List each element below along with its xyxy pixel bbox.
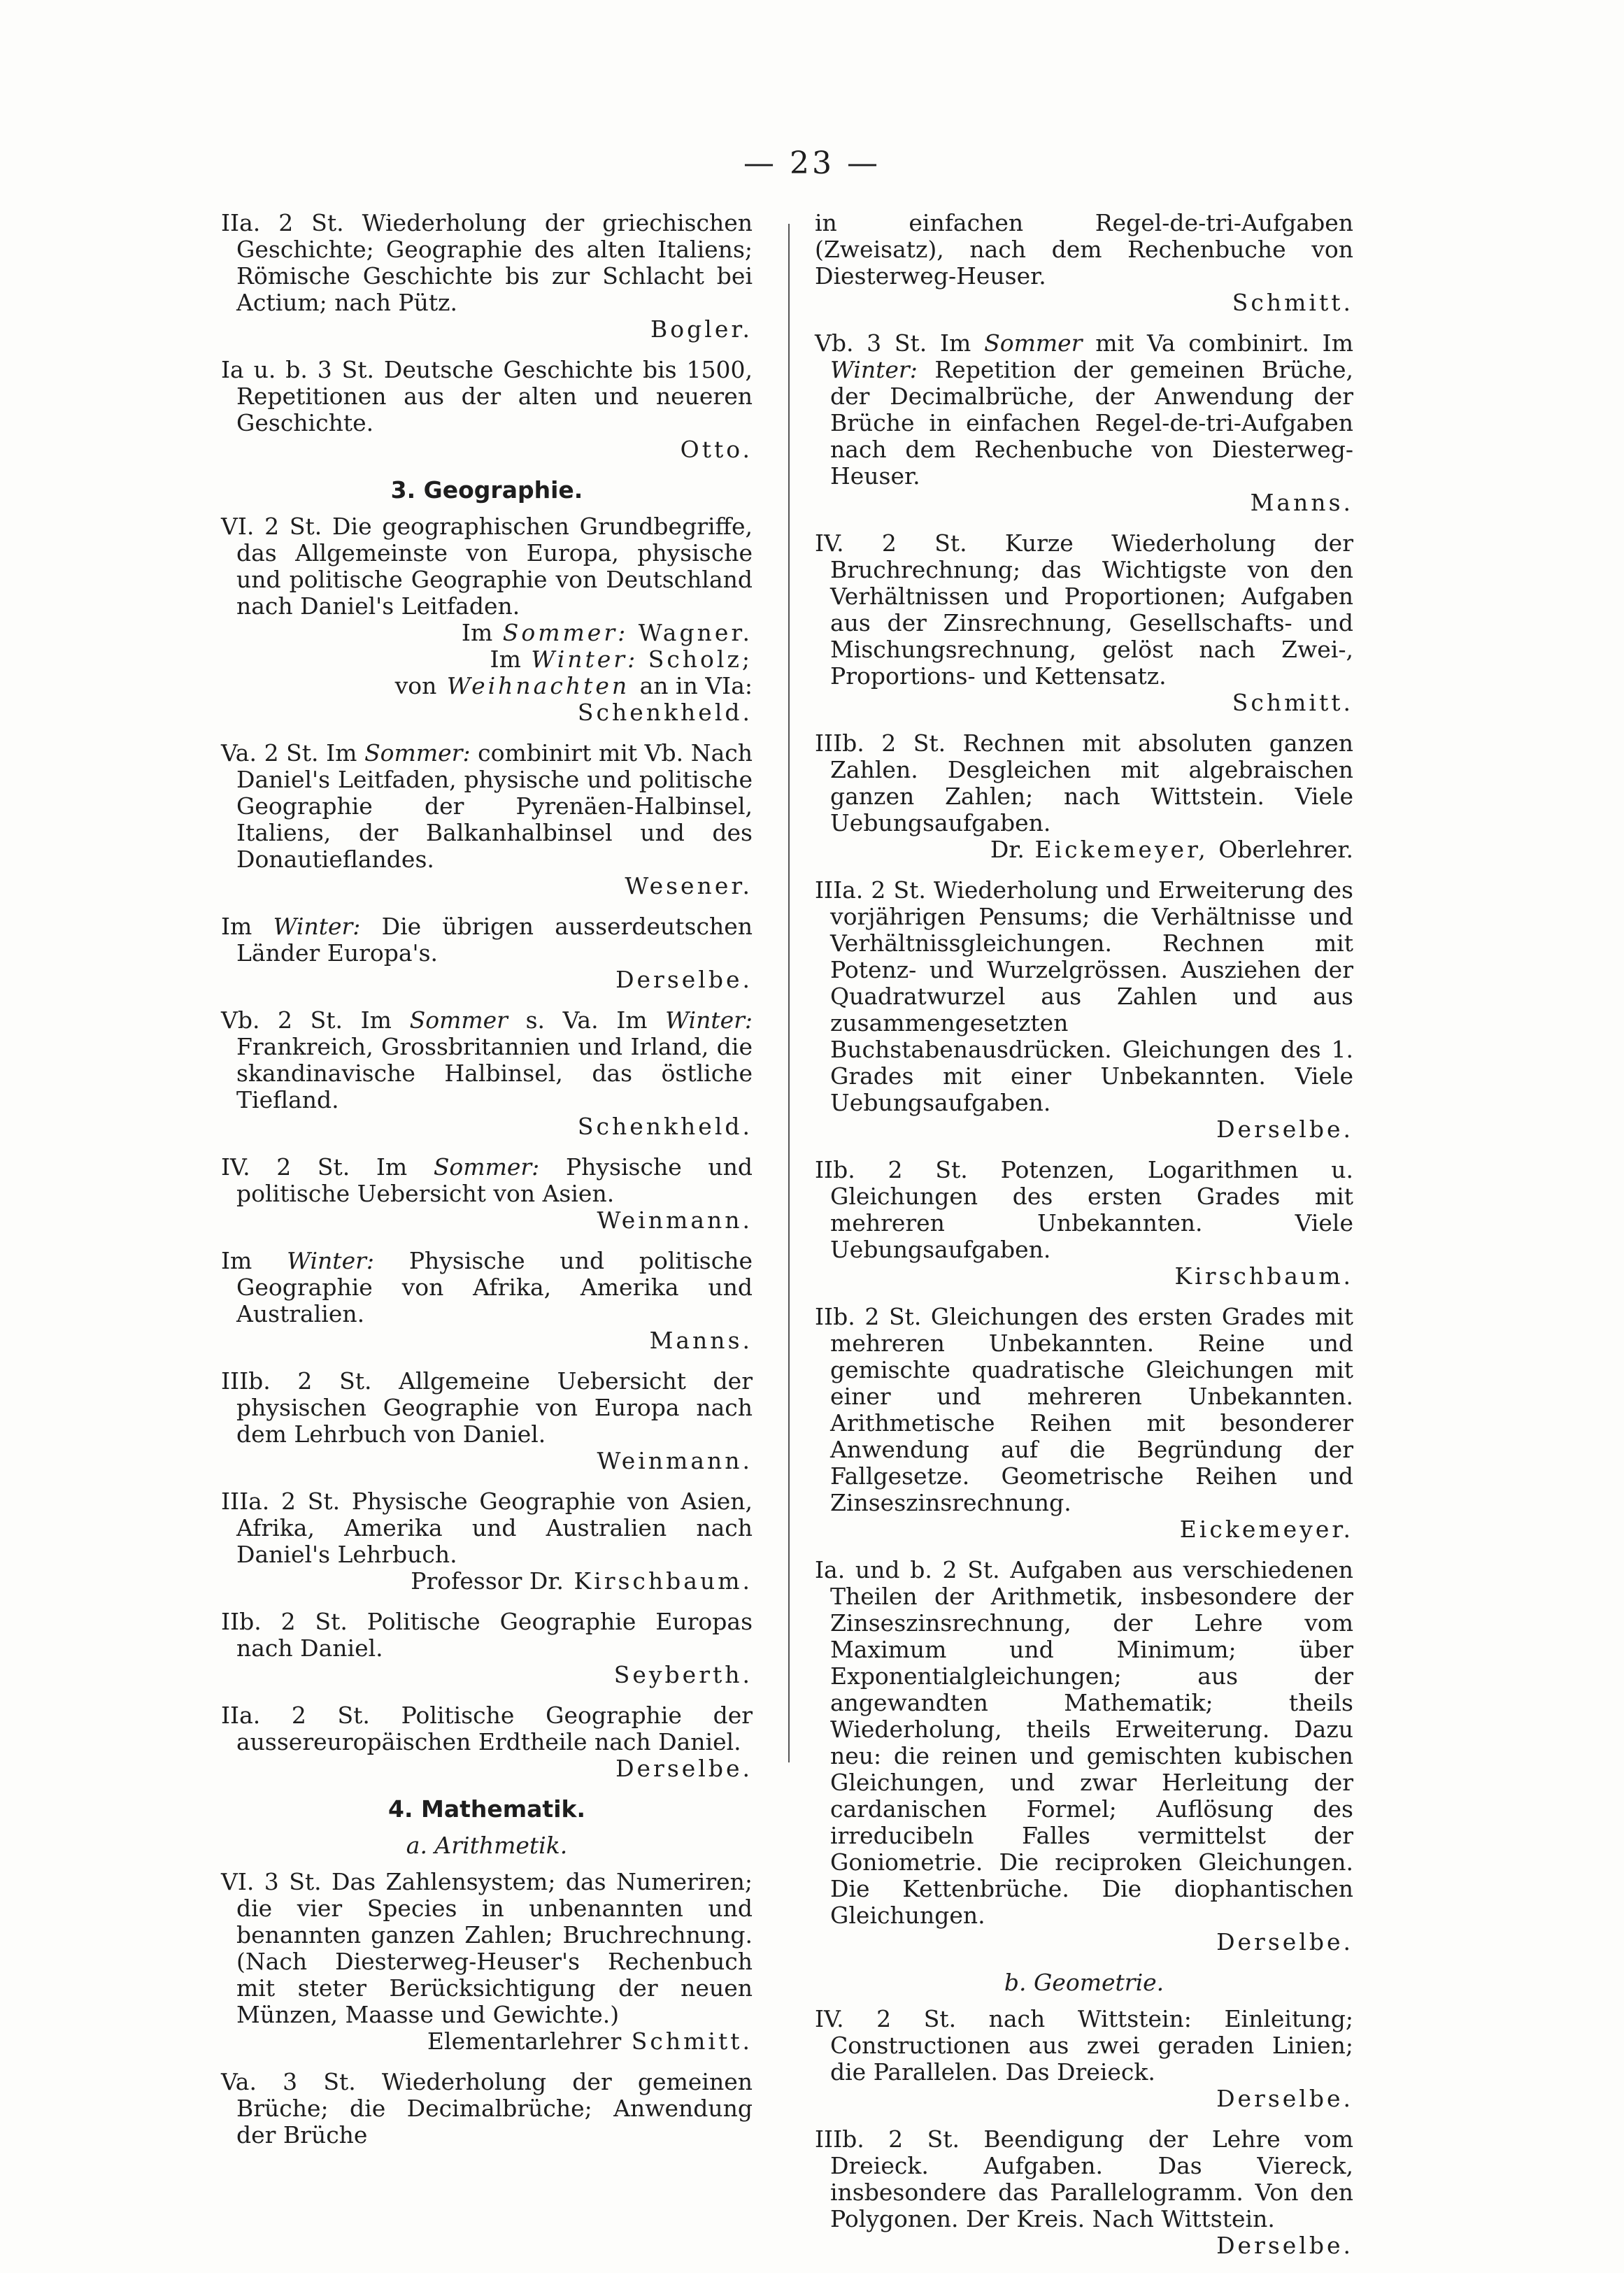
entry-text: IIIb. 2 St. Rechnen mit absoluten ganzen Zahlen. Desgleichen mit algebraischen ganzen Zahlen; nach Wittstein. Viele Uebungsaufgaben. (815, 729, 1353, 836)
entry-signature: Bogler. (650, 315, 753, 343)
history-entry-iia (221, 210, 753, 343)
entry-signature: Manns. (1250, 489, 1353, 516)
entry-text: Va. 2 St. Im Sommer: combinirt mit Vb. Nach Daniel's Leitfaden, physische und politische Geographie der Pyrenäen-Halbinsel, Italiens, der Balkanhalbinsel und des Donautieflandes. (221, 739, 753, 873)
entry-text: IV. 2 St. Kurze Wiederholung der Bruchrechnung; das Wichtigste von den Verhältnissen und Proportionen; Aufgaben aus der Zinsrechnung, Gesellschafts- und Mischungsrechnung, gelöst nach Zwei-, Proportions- und Kettensatz. (815, 529, 1353, 690)
entry-text: in einfachen Regel-de-tri-Aufgaben (Zweisatz), nach dem Rechenbuche von Diesterweg-Heuser. (815, 209, 1353, 290)
entry-text: IIIb. 2 St. Beendigung der Lehre vom Dreieck. Aufgaben. Das Viereck, insbesondere das Parallelogramm. Von den Polygonen. Der Kreis. Nach Wittstein. (815, 2125, 1353, 2232)
math-entry-iib-1 (815, 1157, 1353, 1290)
subheading-arithmetik: a. Arithmetik. (406, 1832, 568, 1859)
entry-signature: Wesener. (625, 872, 753, 899)
geom-entry-iv (815, 2006, 1353, 2112)
math-entry-iib-2 (815, 1304, 1353, 1543)
entry-signature: Derselbe. (1216, 1116, 1353, 1143)
entry-signature: Weinmann. (597, 1206, 753, 1234)
entry-text: Vb. 2 St. Im Sommer s. Va. Im Winter: Frankreich, Grossbritannien und Irland, die skandinavische Halbinsel, das östliche Tiefland. (221, 1006, 753, 1113)
geo-entry-vi (221, 513, 753, 726)
entry-signature: Im Sommer: Wagner. (461, 619, 753, 646)
entry-text: Im Winter: Physische und politische Geographie von Afrika, Amerika und Australien. (221, 1247, 753, 1327)
entry-text: IIIa. 2 St. Wiederholung und Erweiterung des vorjährigen Pensums; die Verhältnisse und Verhältnissgleichungen. Rechnen mit Potenz- und Wurzelgrössen. Ausziehen der Quadratwurzel aus Zahlen und aus zusammengesetzten Buchstabenausdrücken. Gleichungen des 1. Grades mit einer Unbekannten. Viele Uebungsaufgaben. (815, 876, 1353, 1116)
entry-signature: Derselbe. (1216, 1928, 1353, 1955)
entry-text: VI. 2 St. Die geographischen Grundbegriffe, das Allgemeinste von Europa, physische und politische Geographie von Deutschland nach Daniel's Leitfaden. (221, 513, 753, 620)
right-column (815, 210, 1353, 2273)
geo-entry-iiib (221, 1368, 753, 1474)
section-heading-mathematik: 4. Mathematik. (388, 1795, 585, 1823)
entry-signature: Derselbe. (615, 966, 753, 993)
geo-entry-va-winter (221, 913, 753, 993)
math-entry-iiib (815, 730, 1353, 863)
geo-entry-iiia (221, 1488, 753, 1595)
entry-signature: Professor Dr. Kirschbaum. (411, 1567, 753, 1595)
entry-text: IIIb. 2 St. Allgemeine Uebersicht der physischen Geographie von Europa nach dem Lehrbuch von Daniel. (221, 1367, 753, 1448)
entry-text: IIa. 2 St. Wiederholung der griechischen Geschichte; Geographie des alten Italiens; Römische Geschichte bis zur Schlacht bei Actium; nach Pütz. (221, 209, 753, 316)
entry-text: Va. 3 St. Wiederholung der gemeinen Brüche; die Decimalbrüche; Anwendung der Brüche (221, 2068, 753, 2149)
entry-text: VI. 3 St. Das Zahlensystem; das Numeriren; die vier Species in unbenannten und benannten ganzen Zahlen; Bruchrechnung. (Nach Diesterweg-Heuser's Rechenbuch mit steter Berücksichtigung der neuen Münzen, Maasse und Gewichte.) (221, 1868, 753, 2028)
entry-signature: Derselbe. (1216, 2085, 1353, 2112)
entry-signature: Kirschbaum. (1174, 1262, 1353, 1290)
geo-entry-iv-winter (221, 1248, 753, 1354)
entry-text: Ia u. b. 3 St. Deutsche Geschichte bis 1500, Repetitionen aus der alten und neueren Geschichte. (221, 356, 753, 436)
entry-text: Im Winter: Die übrigen ausserdeutschen Länder Europa's. (221, 913, 753, 967)
subheading-geometrie: b. Geometrie. (1004, 1969, 1164, 1996)
entry-text: IIb. 2 St. Politische Geographie Europas nach Daniel. (221, 1608, 753, 1662)
entry-signature: Schenkheld. (577, 1113, 753, 1140)
entry-signature: Dr. Eickemeyer, Oberlehrer. (990, 836, 1353, 863)
geo-entry-va (221, 740, 753, 899)
entry-text: IV. 2 St. nach Wittstein: Einleitung; Constructionen aus zwei geraden Linien; die Parallelen. Das Dreieck. (815, 2005, 1353, 2086)
entry-text: IIb. 2 St. Gleichungen des ersten Grades mit mehreren Unbekannten. Reine und gemischte quadratische Gleichungen mit einer und mehreren Unbekannten. Arithmetische Reihen mit besonderer Anwendung auf die Begründung der Fallgesetze. Geometrische Reihen und Zinseszinsrechnung. (815, 1303, 1353, 1516)
entry-signature: Derselbe. (615, 1755, 753, 1782)
math-entry-iv (815, 530, 1353, 716)
math-entry-vi (221, 1869, 753, 2055)
math-entry-iiia (815, 877, 1353, 1143)
entry-signature: Schmitt. (1232, 289, 1353, 316)
geom-entry-iiib (815, 2126, 1353, 2259)
entry-text: IV. 2 St. Im Sommer: Physische und politische Uebersicht von Asien. (221, 1153, 753, 1207)
entry-text: IIa. 2 St. Politische Geographie der aussereuropäischen Erdtheile nach Daniel. (221, 1702, 753, 1755)
entry-signature: Manns. (649, 1327, 753, 1354)
entry-text: IIIa. 2 St. Physische Geographie von Asien, Afrika, Amerika und Australien nach Daniel's Lehrbuch. (221, 1488, 753, 1568)
geo-entry-iia (221, 1702, 753, 1782)
entry-signature: Schmitt. (1232, 689, 1353, 716)
entry-signature: Weinmann. (597, 1447, 753, 1474)
geo-entry-iv (221, 1154, 753, 1234)
entry-signature: Derselbe. (1216, 2232, 1353, 2259)
entry-signature: Eickemeyer. (1179, 1516, 1353, 1543)
entry-signature: Im Winter: Scholz; (490, 646, 753, 673)
math-entry-vb (815, 330, 1353, 516)
geo-entry-vb (221, 1007, 753, 1140)
math-entry-va-continued (815, 210, 1353, 316)
section-heading-geographie: 3. Geographie. (390, 476, 583, 504)
entry-text: Ia. und b. 2 St. Aufgaben aus verschiedenen Theilen der Arithmetik, insbesondere der Zinseszinsrechnung, der Lehre vom Maximum und Minimum; über Exponentialgleichungen; aus der angewandten Mathematik; theils Wiederholung, theils Erweiterung. Dazu neu: die reinen und gemischten kubischen Gleichungen, und zwar Herleitung der cardanischen Formel; Auflösung des irreducibeln Falles vermittelst der Goniometrie. Die reciproken Gleichungen. Die Kettenbrüche. Die diophantischen Gleichungen. (815, 1556, 1353, 1929)
entry-text: IIb. 2 St. Potenzen, Logarithmen u. Gleichungen des ersten Grades mit mehreren Unbekannten. Viele Uebungsaufgaben. (815, 1156, 1353, 1263)
entry-signature: Otto. (680, 436, 753, 463)
history-entry-ia (221, 357, 753, 463)
entry-text: Vb. 3 St. Im Sommer mit Va combinirt. Im Winter: Repetition der gemeinen Brüche, der Decimalbrüche, der Anwendung der Brüche in einfachen Regel-de-tri-Aufgaben nach dem Rechenbuche von Diesterweg-Heuser. (815, 329, 1353, 490)
entry-signature: Elementarlehrer Schmitt. (427, 2028, 753, 2055)
column-divider (788, 224, 790, 1762)
math-entry-va (221, 2069, 753, 2149)
page-number: — 23 — (743, 145, 881, 181)
left-column (221, 210, 753, 2162)
math-entry-ia (815, 1557, 1353, 1955)
entry-signature: von Weihnachten an in VIa: Schenkheld. (394, 672, 753, 726)
geo-entry-iib (221, 1609, 753, 1688)
entry-signature: Seyberth. (613, 1661, 753, 1688)
